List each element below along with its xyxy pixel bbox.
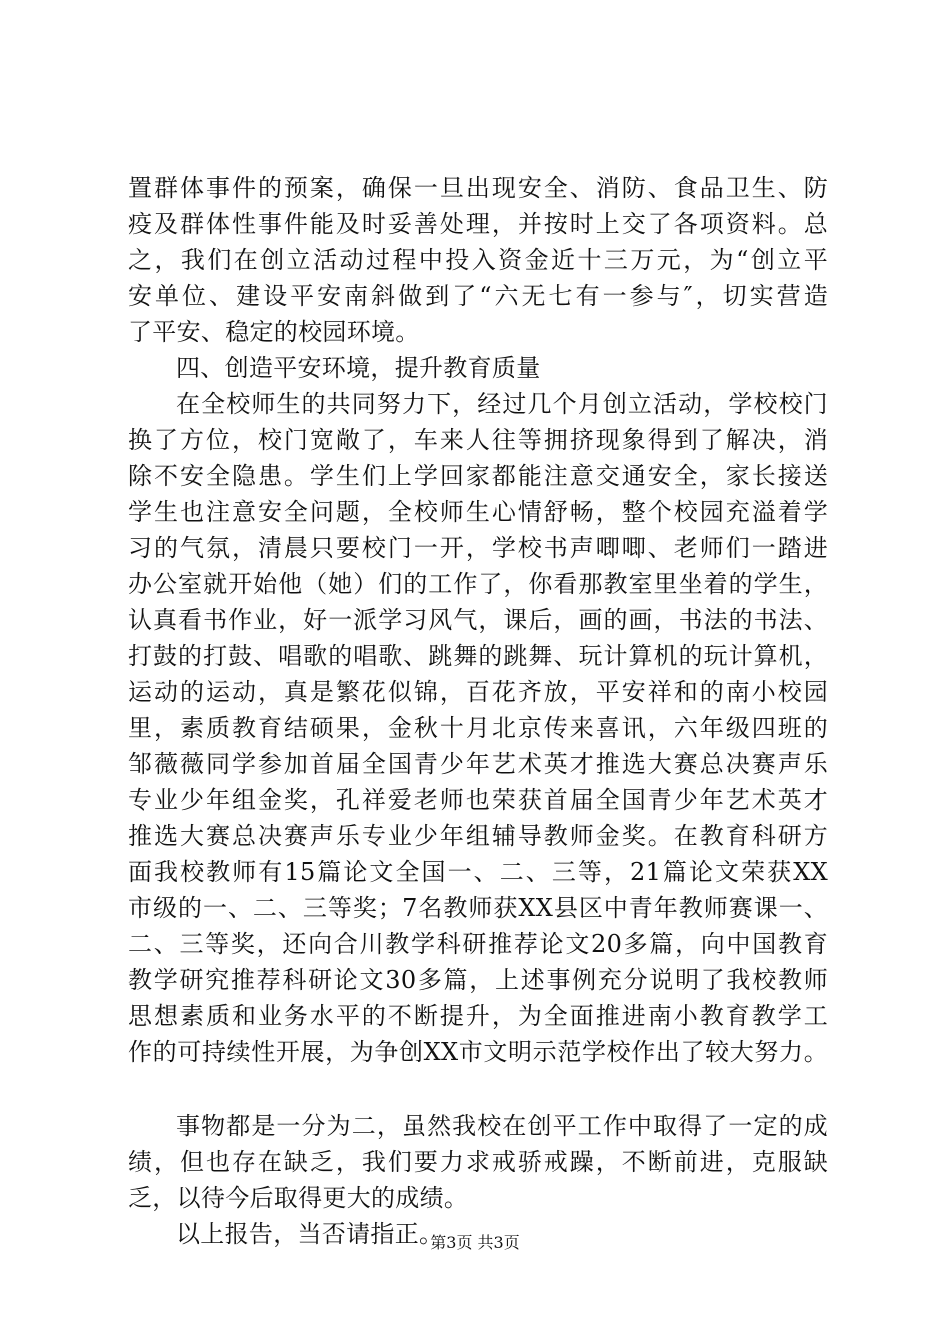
paragraph-line: 绩，但也存在缺乏，我们要力求戒骄戒躁，不断前进，克服缺 — [128, 1148, 828, 1176]
paragraph-line: 里，素质教育结硕果，金秋十月北京传来喜讯，六年级四班的 — [128, 714, 828, 742]
paragraph-line: 认真看书作业，好一派学习风气，课后，画的画，书法的书法、 — [128, 606, 828, 634]
paragraph-line: 教学研究推荐科研论文30多篇，上述事例充分说明了我校教师 — [128, 966, 828, 994]
paragraph-line: 除不安全隐患。学生们上学回家都能注意交通安全，家长接送 — [128, 462, 828, 490]
paragraph-line: 推选大赛总决赛声乐专业少年组辅导教师金奖。在教育科研方 — [128, 822, 828, 850]
paragraph-line: 置群体事件的预案，确保一旦出现安全、消防、食品卫生、防 — [128, 174, 828, 202]
paragraph-line: 运动的运动，真是繁花似锦，百花齐放，平安祥和的南小校园 — [128, 678, 828, 706]
paragraph-line: 二、三等奖，还向合川教学科研推荐论文20多篇，向中国教育 — [128, 930, 828, 958]
paragraph-line: 事物都是一分为二，虽然我校在创平工作中取得了一定的成 — [176, 1112, 828, 1140]
paragraph-line: 之，我们在创立活动过程中投入资金近十三万元，为“创立平 — [128, 246, 828, 274]
paragraph-line: 安单位、建设平安南斜做到了“六无七有一参与″，切实营造 — [128, 282, 828, 310]
paragraph-line: 思想素质和业务水平的不断提升，为全面推进南小教育教学工 — [128, 1002, 828, 1030]
page-footer: 第3页 共3页 — [430, 1233, 520, 1252]
paragraph-line: 在全校师生的共同努力下，经过几个月创立活动，学校校门 — [176, 390, 828, 418]
paragraph-line: 了平安、稳定的校园环境。 — [128, 318, 420, 346]
paragraph-line: 乏，以待今后取得更大的成绩。 — [128, 1184, 469, 1212]
paragraph-line: 邹薇薇同学参加首届全国青少年艺术英才推选大赛总决赛声乐 — [128, 750, 828, 778]
paragraph-line: 习的气氛，清晨只要校门一开，学校书声唧唧、老师们一踏进 — [128, 534, 828, 562]
paragraph-line: 打鼓的打鼓、唱歌的唱歌、跳舞的跳舞、玩计算机的玩计算机， — [128, 642, 828, 670]
paragraph-line: 办公室就开始他（她）们的工作了，你看那教室里坐着的学生， — [128, 570, 828, 598]
closing-line: 以上报告，当否请指正。 — [176, 1220, 444, 1248]
paragraph-line: 作的可持续性开展，为争创XX市文明示范学校作出了较大努力。 — [128, 1038, 828, 1066]
paragraph-line: 换了方位，校门宽敞了，车来人往等拥挤现象得到了解决，消 — [128, 426, 828, 454]
paragraph-line: 学生也注意安全问题，全校师生心情舒畅，整个校园充溢着学 — [128, 498, 828, 526]
section-heading: 四、创造平安环境，提升教育质量 — [176, 354, 541, 382]
paragraph-line: 专业少年组金奖，孔祥爱老师也荣获首届全国青少年艺术英才 — [128, 786, 828, 814]
paragraph-line: 疫及群体性事件能及时妥善处理，并按时上交了各项资料。总 — [128, 210, 828, 238]
paragraph-line: 市级的一、二、三等奖；7名教师获XX县区中青年教师赛课一、 — [128, 894, 828, 922]
paragraph-line: 面我校教师有15篇论文全国一、二、三等，21篇论文荣获XX — [128, 858, 828, 886]
